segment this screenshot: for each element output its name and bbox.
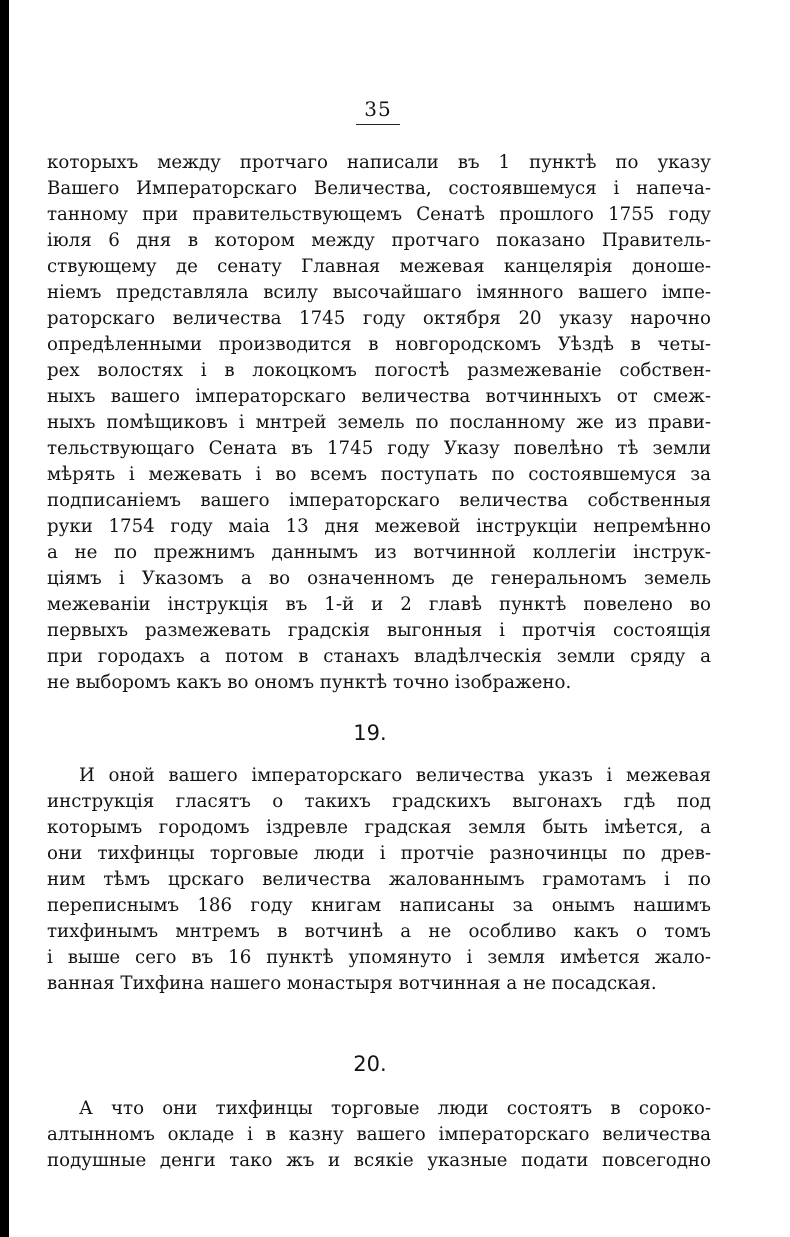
- text-line: межеваніи інструкція въ 1-й и 2 главѣ пунктѣ повелено во: [47, 594, 711, 615]
- text-line: тельствующаго Сената въ 1745 году Указу повелѣно тѣ земли: [47, 438, 711, 459]
- text-line: тихфинымъ мнтремъ в вотчинѣ а не особливо какъ о томъ: [47, 921, 711, 942]
- section-heading-20: 20.: [353, 1052, 387, 1076]
- text-line: подписаніемъ вашего імператорскаго величества собственныя: [47, 490, 711, 511]
- paragraph-1: [47, 150, 711, 696]
- paragraph-2: [47, 763, 711, 997]
- text-line: раторскаго величества 1745 году октября 20 указу нарочно: [47, 308, 711, 329]
- text-line: ванная Тихфина нашего монастыря вотчинная а не посадская.: [47, 973, 657, 994]
- text-line: переписнымъ 186 году книгам написаны за онымъ нашимъ: [47, 895, 711, 916]
- text-line: ним тѣмъ црскаго величества жалованнымъ грамотамъ і по: [47, 869, 711, 890]
- text-line: іюля 6 дня в котором между протчаго показано Правитель-: [47, 230, 711, 251]
- text-line: мѣрять і межевать і во всемъ поступать по состоявшемуся за: [47, 464, 711, 485]
- text-line: подушные денги тако жъ и всякіе указные подати повсегодно: [47, 1150, 711, 1171]
- text-line: А что они тихфинцы торговые люди состоятъ в сороко-: [79, 1098, 711, 1119]
- text-line: опредѣленными производится в новгородскомъ Уѣздѣ в четы-: [47, 334, 711, 355]
- text-line: ствующему де сенату Главная межевая канцелярія доноше-: [47, 256, 711, 277]
- page-number: 35: [364, 97, 392, 121]
- text-line: рех волостях і в локоцкомъ погостѣ размежеваніе собствен-: [47, 360, 711, 381]
- text-line: которыхъ между протчаго написали въ 1 пунктѣ по указу: [47, 152, 711, 173]
- text-line: при городахъ а потом в станахъ владѣлческія земли сряду а: [47, 646, 711, 667]
- text-line: которымъ городомъ іздревле градская земля быть імѣется, а: [47, 817, 711, 838]
- text-line: алтынномъ окладе і в казну вашего імператорскаго величества: [47, 1124, 711, 1145]
- page-number-rule: [356, 124, 400, 125]
- text-line: ніемъ представляла всилу высочайшаго імянного вашего імпе-: [47, 282, 711, 303]
- text-line: они тихфинцы торговые люди і протчіе разночинцы по древ-: [47, 843, 711, 864]
- text-line: руки 1754 году маіа 13 дня межевой інструкціи непремѣнно: [47, 516, 711, 537]
- text-line: первыхъ размежевать градскія выгонныя і протчія состоящія: [47, 620, 711, 641]
- text-line: ціямъ і Указомъ а во означенномъ де генеральномъ земель: [47, 568, 711, 589]
- page-binding-edge: [0, 0, 9, 1237]
- text-line: Вашего Императорскаго Величества, состоявшемуся і напеча-: [47, 178, 711, 199]
- paragraph-3: [47, 1096, 711, 1174]
- section-heading-19: 19.: [353, 721, 387, 745]
- text-line: И оной вашего імператорскаго величества указъ і межевая: [79, 765, 711, 786]
- text-line: ныхъ вашего імператорскаго величества вотчинныхъ от смеж-: [47, 386, 711, 407]
- text-line: а не по прежнимъ даннымъ из вотчинной коллегіи інструк-: [47, 542, 711, 563]
- text-line: инструкція гласятъ о такихъ градскихъ выгонахъ гдѣ под: [47, 791, 711, 812]
- text-line: не выборомъ какъ во ономъ пунктѣ точно ізображено.: [47, 672, 572, 693]
- text-line: танному при правительствующемъ Сенатѣ прошлого 1755 году: [47, 204, 711, 225]
- text-line: ныхъ помѣщиковъ і мнтрей земель по посланному же из прави-: [47, 412, 711, 433]
- text-line: і выше сего въ 16 пунктѣ упомянуто і земля имѣется жало-: [47, 947, 711, 968]
